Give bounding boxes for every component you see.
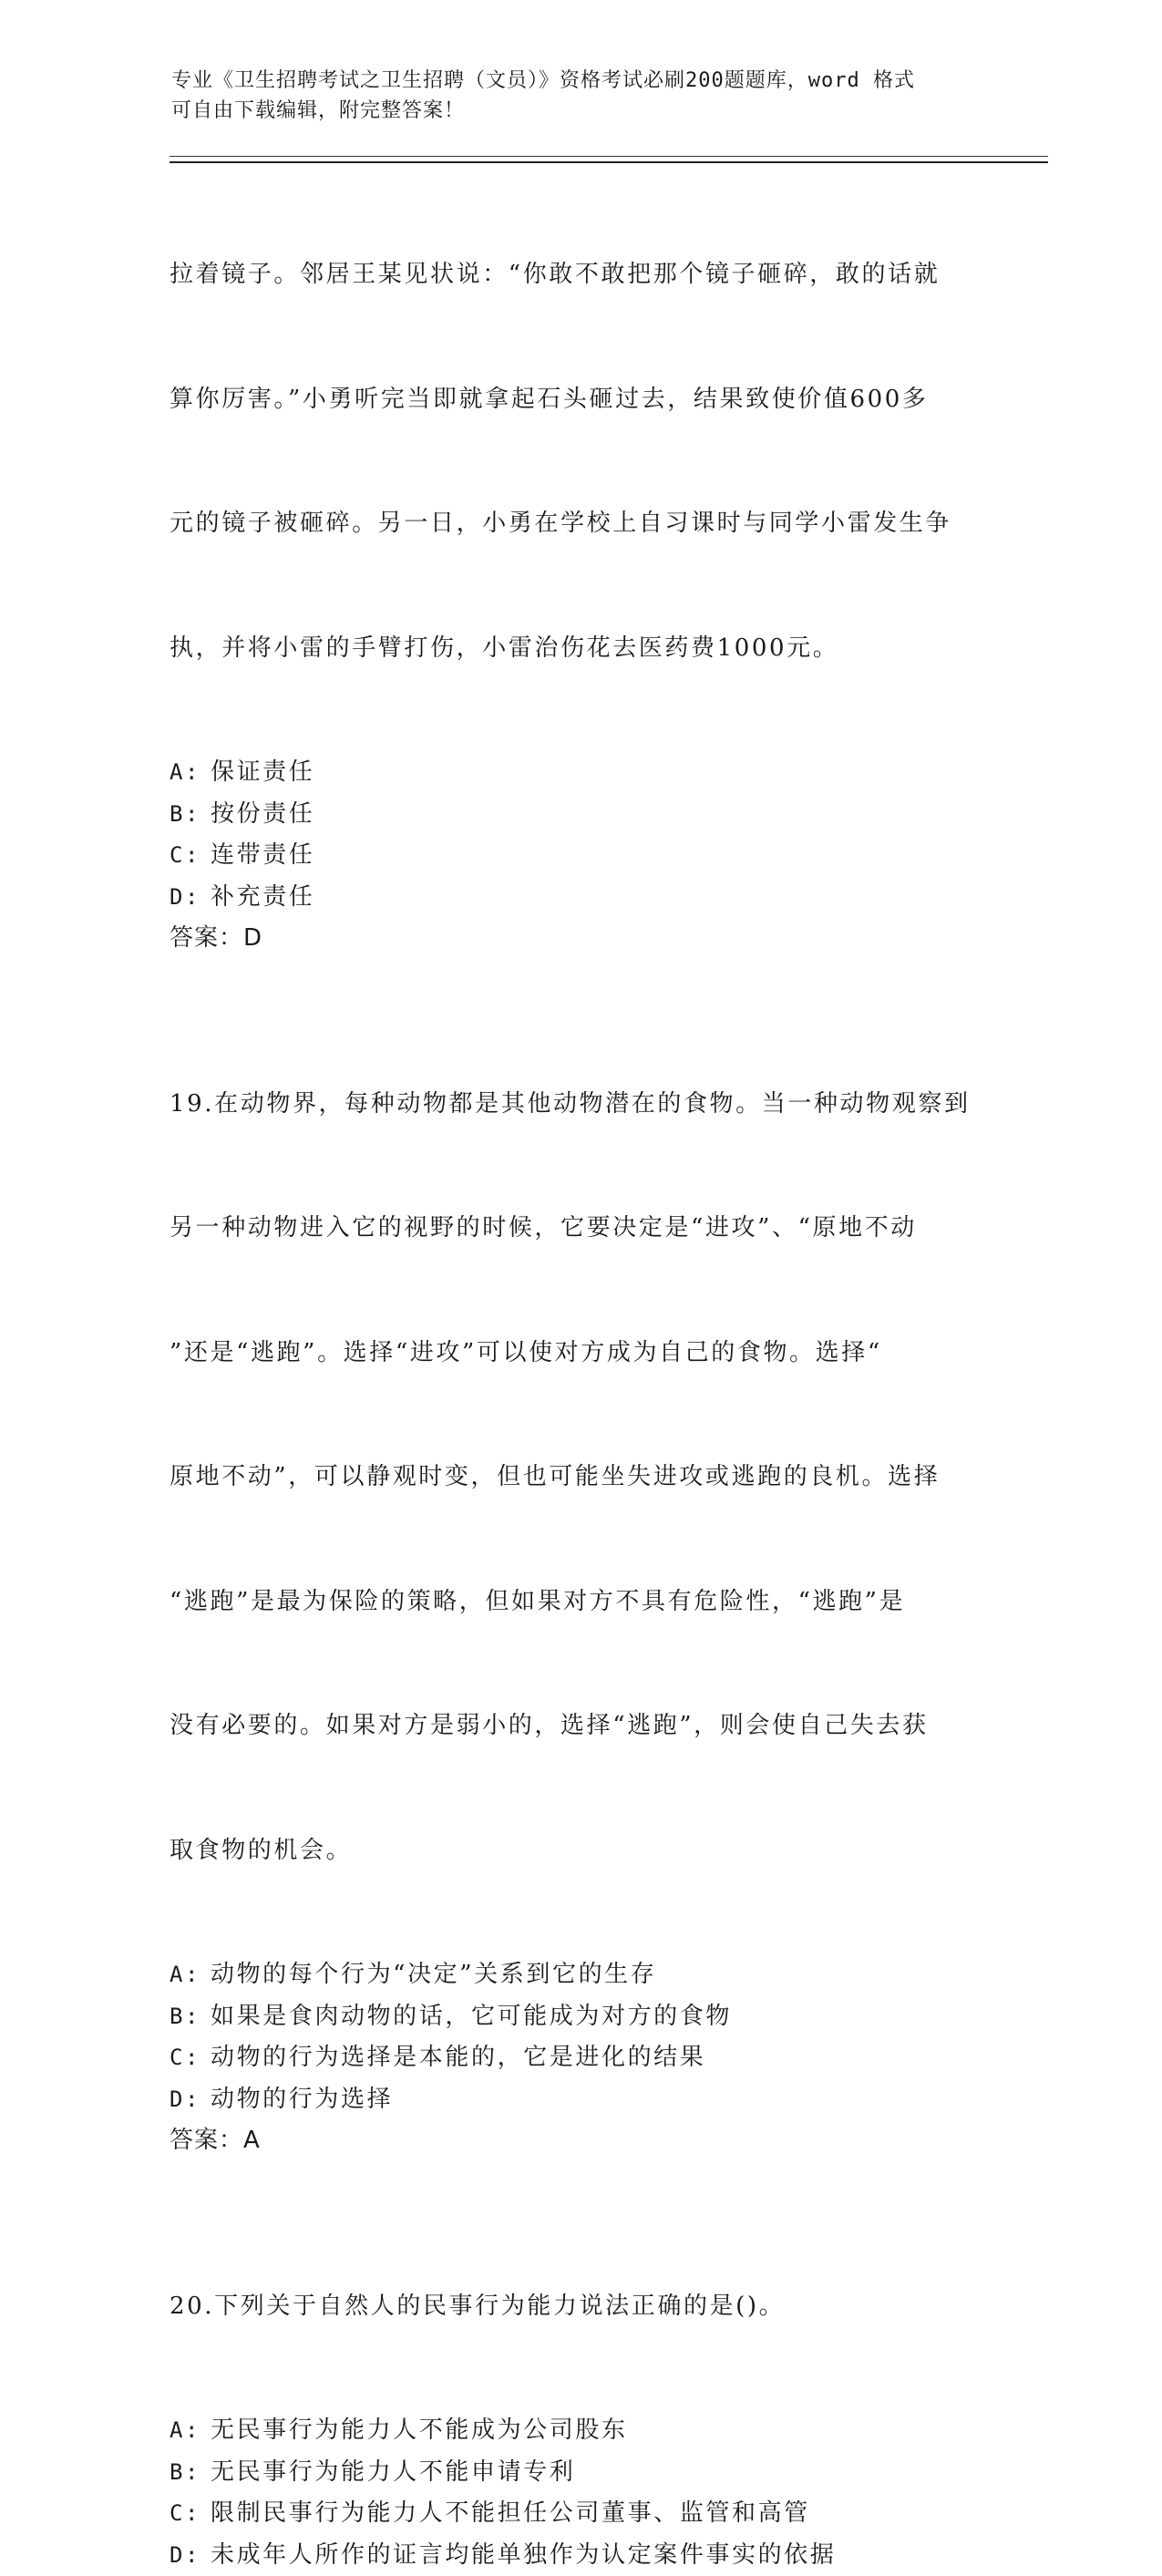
option-letter: D: [170,884,201,910]
spacer [170,960,981,1001]
question-20-block [170,2203,981,2576]
question-20-option-a [170,2410,981,2452]
question-20-option-b [170,2452,981,2494]
text-line: 没有必要的。如果对方是弱小的，选择“逃跑”，则会使自己失去获 [170,1705,981,1747]
option-text: 限制民事行为能力人不能担任公司董事、监管和高管 [211,2499,810,2527]
spacer [170,2162,981,2203]
text-line: 取食物的机会。 [170,1830,981,1872]
text-line: 元的镜子被砸碎。另一日，小勇在学校上自习课时与同学小雷发生争 [170,503,981,545]
option-text: 动物的行为选择 [211,2086,393,2113]
question-18-answer: 答案：D [170,918,981,960]
question-19-block [170,1001,981,2162]
text-line: 19.在动物界，每种动物都是其他动物潜在的食物。当一种动物观察到 [170,1084,981,1126]
option-text: 按份责任 [211,800,314,828]
option-text: 无民事行为能力人不能申请专利 [211,2458,575,2486]
question-19-option-d [170,2079,981,2121]
question-18-block [170,171,981,960]
option-text: 动物的每个行为“决定”关系到它的生存 [211,1961,656,1988]
text-line: ”还是“逃跑”。选择“进攻”可以使对方成为自己的食物。选择“ [170,1333,981,1375]
option-letter: A: [170,1962,201,1987]
question-20-option-c [170,2493,981,2535]
question-20-text [170,2203,981,2411]
header-rule-thin [170,156,1048,157]
question-19-option-b [170,1996,981,2038]
option-letter: D: [170,2087,201,2112]
text-line: 算你厉害。”小勇听完当即就拿起石头砸过去，结果致使价值600多 [170,379,981,421]
option-text: 如果是食肉动物的话，它可能成为对方的食物 [211,2003,732,2030]
option-text: 连带责任 [211,841,314,869]
question-19-option-c [170,2037,981,2079]
option-letter: C: [170,2500,201,2526]
text-line: 拉着镜子。邻居王某见状说：“你敢不敢把那个镜子砸碎，敢的话就 [170,254,981,296]
text-line: “逃跑”是最为保险的策略，但如果对方不具有危险性，“逃跑”是 [170,1582,981,1623]
option-letter: A: [170,759,201,785]
option-text: 未成年人所作的证言均能单独作为认定案件事实的依据 [211,2541,836,2569]
option-letter: D: [170,2542,201,2568]
option-letter: C: [170,842,201,868]
header-title-line-1: 专业《卫生招聘考试之卫生招聘（文员）》资格考试必刷200题题库，word 格式 [171,66,973,96]
question-20-option-d [170,2535,981,2576]
option-text: 保证责任 [211,758,314,786]
document-body [170,171,981,2576]
question-19-option-a [170,1954,981,1996]
text-line: 另一种动物进入它的视野的时候，它要决定是“进攻”、“原地不动 [170,1208,981,1250]
header-title-line-2: 可自由下载编辑，附完整答案！ [171,96,973,126]
option-letter: B: [170,801,201,827]
option-text: 动物的行为选择是本能的，它是进化的结果 [211,2044,705,2071]
text-line: 20.下列关于自然人的民事行为能力说法正确的是()。 [170,2286,981,2328]
option-text: 补充责任 [211,883,314,911]
question-18-option-d [170,877,981,919]
question-18-option-c [170,835,981,877]
question-18-text [170,171,981,752]
question-19-text [170,1001,981,1955]
question-18-option-a [170,752,981,794]
option-letter: B: [170,2004,201,2029]
option-letter: B: [170,2459,201,2485]
header-rule-thick [170,161,1048,163]
option-letter: A: [170,2417,201,2443]
text-line: 原地不动”，可以静观时变，但也可能坐失进攻或逃跑的良机。选择 [170,1457,981,1499]
question-19-answer: 答案：A [170,2120,981,2162]
page-header [171,66,973,126]
text-line: 执，并将小雷的手臂打伤，小雷治伤花去医药费1000元。 [170,628,981,670]
option-letter: C: [170,2045,201,2070]
question-18-option-b [170,794,981,836]
option-text: 无民事行为能力人不能成为公司股东 [211,2416,628,2444]
